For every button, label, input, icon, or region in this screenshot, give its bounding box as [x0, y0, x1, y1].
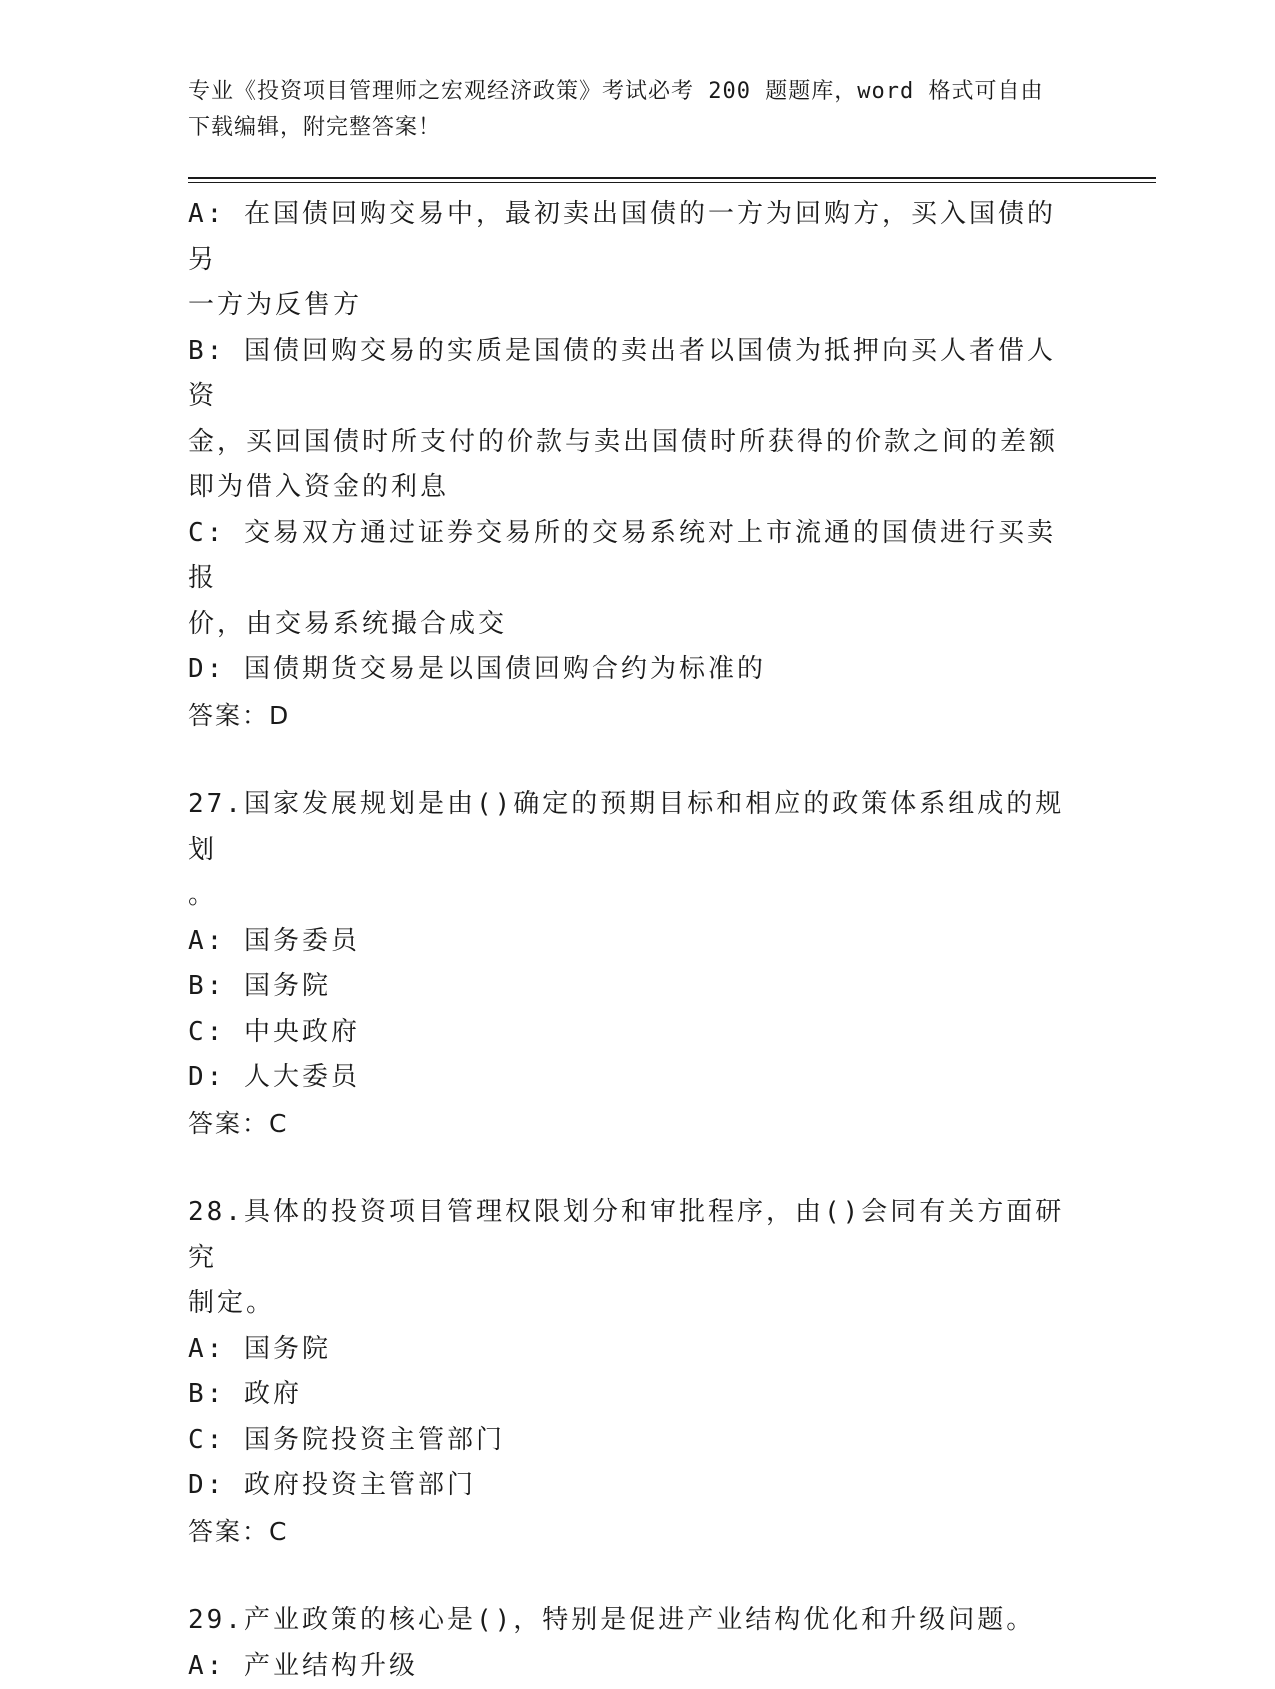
header-divider-thick	[188, 177, 1156, 179]
answer: 答案：C	[188, 1509, 1078, 1555]
document-header	[188, 74, 1068, 146]
option-b-line-1: B: 国债回购交易的实质是国债的卖出者以国债为抵押向买人者借人资	[188, 329, 1078, 420]
question-content	[188, 192, 1078, 1689]
option-d: D: 政府投资主管部门	[188, 1463, 1078, 1509]
header-line-2: 下载编辑，附完整答案！	[188, 110, 1068, 146]
option-c-line-1: C: 交易双方通过证券交易所的交易系统对上市流通的国债进行买卖报	[188, 511, 1078, 602]
question-stem-line-2: 制定。	[188, 1281, 1078, 1327]
question-stem-line-1: 28.具体的投资项目管理权限划分和审批程序，由()会同有关方面研究	[188, 1190, 1078, 1281]
option-a: A: 国务院	[188, 1327, 1078, 1373]
header-line-1: 专业《投资项目管理师之宏观经济政策》考试必考 200 题题库，word 格式可自由	[188, 74, 1068, 110]
answer: 答案：D	[188, 693, 1078, 739]
option-a: A: 产业结构升级	[188, 1644, 1078, 1689]
option-c-line-2: 价，由交易系统撮合成交	[188, 602, 1078, 648]
option-a-line-2: 一方为反售方	[188, 283, 1078, 329]
option-d: D: 国债期货交易是以国债回购合约为标准的	[188, 647, 1078, 693]
option-b-line-2: 金，买回国债时所支付的价款与卖出国债时所获得的价款之间的差额	[188, 420, 1078, 466]
question-stem-line-1: 27.国家发展规划是由()确定的预期目标和相应的政策体系组成的规划	[188, 782, 1078, 873]
option-d: D: 人大委员	[188, 1055, 1078, 1101]
option-b: B: 政府	[188, 1372, 1078, 1418]
answer: 答案：C	[188, 1101, 1078, 1147]
option-a: A: 国务委员	[188, 919, 1078, 965]
header-divider-thin	[188, 182, 1156, 183]
question-stem-line-2: 。	[188, 873, 1078, 919]
question-26	[188, 192, 1078, 738]
option-c: C: 中央政府	[188, 1010, 1078, 1056]
option-a-line-1: A: 在国债回购交易中，最初卖出国债的一方为回购方，买入国债的另	[188, 192, 1078, 283]
question-27	[188, 782, 1078, 1146]
question-29	[188, 1598, 1078, 1689]
option-c: C: 国务院投资主管部门	[188, 1418, 1078, 1464]
option-b-line-3: 即为借入资金的利息	[188, 465, 1078, 511]
option-b: B: 国务院	[188, 964, 1078, 1010]
question-28	[188, 1190, 1078, 1554]
question-stem-line-1: 29.产业政策的核心是()，特别是促进产业结构优化和升级问题。	[188, 1598, 1078, 1644]
